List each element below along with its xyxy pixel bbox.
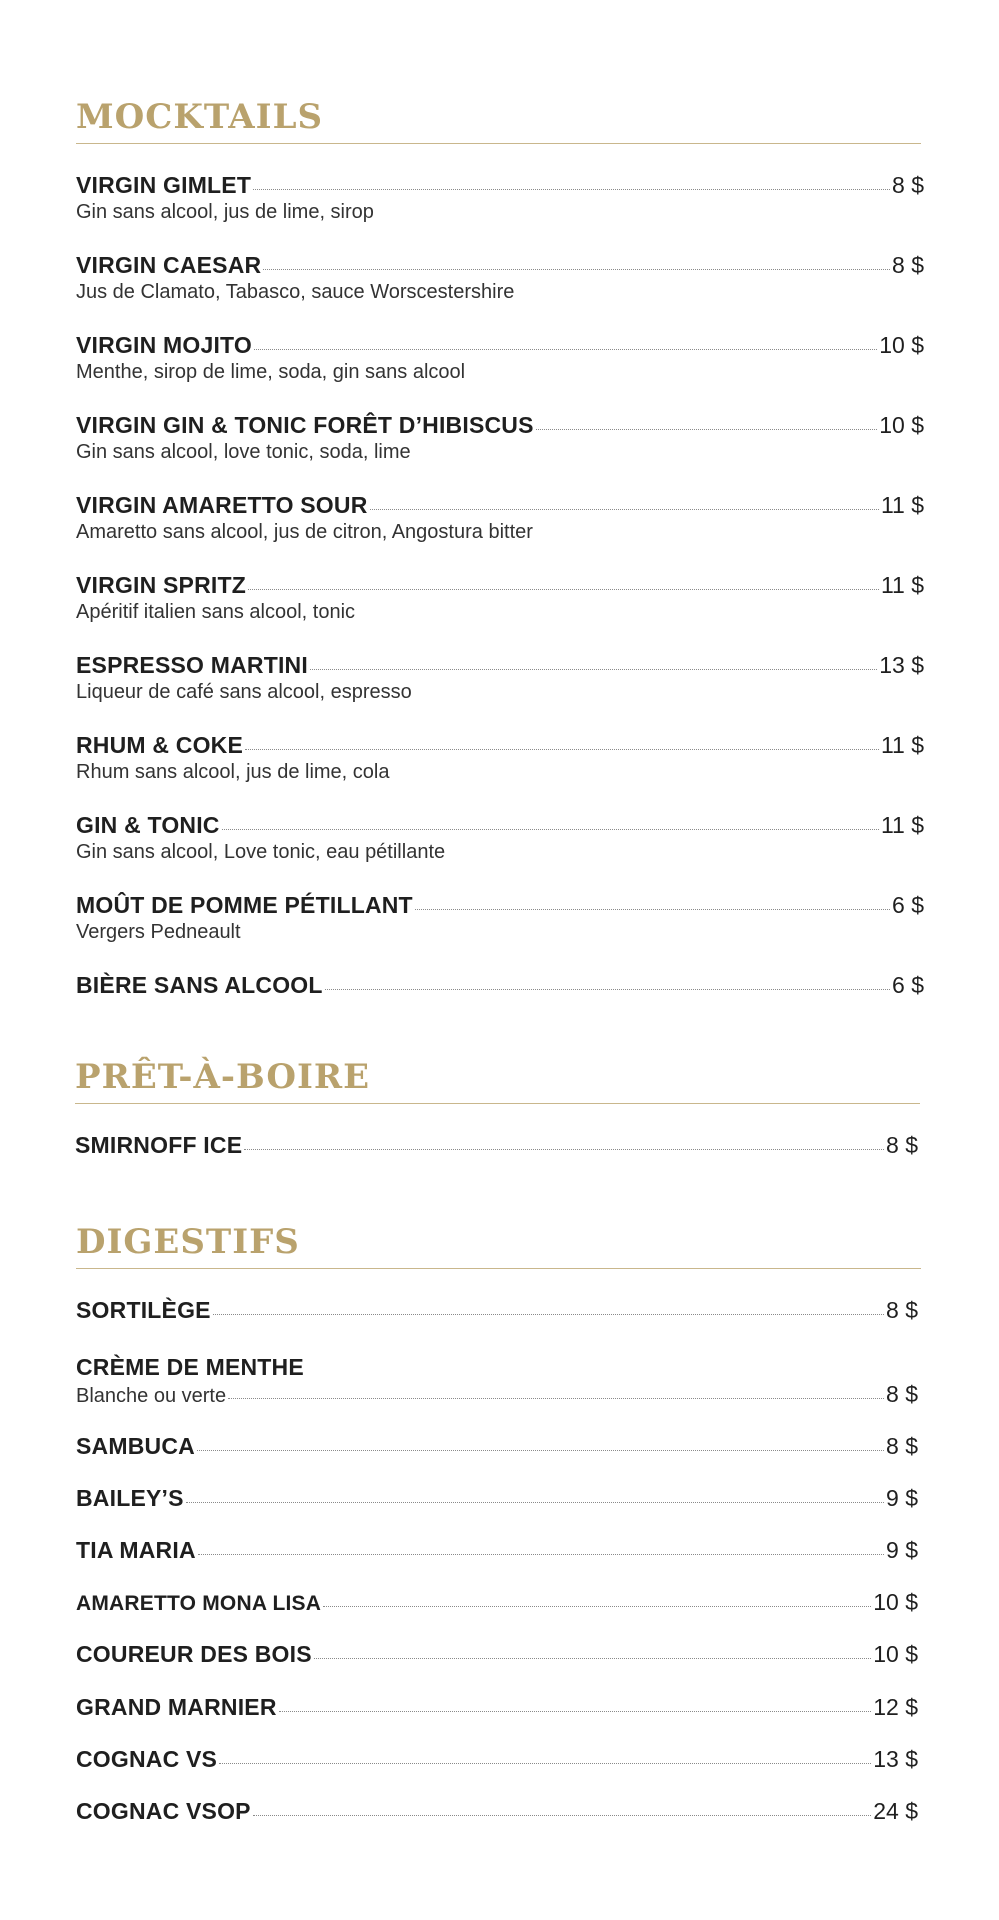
menu-item-virgin-spritz bbox=[76, 572, 924, 624]
item-price: 10 $ bbox=[873, 1589, 918, 1615]
item-price: 8 $ bbox=[886, 1132, 918, 1158]
item-price: 10 $ bbox=[879, 332, 924, 358]
section-mocktails-header bbox=[76, 97, 921, 144]
menu-item-biere-sans-alcool bbox=[76, 972, 924, 999]
item-price: 13 $ bbox=[873, 1746, 918, 1772]
item-description: Menthe, sirop de lime, soda, gin sans alcool bbox=[76, 361, 466, 383]
menu-item-virgin-mojito bbox=[76, 332, 924, 384]
item-description: Gin sans alcool, love tonic, soda, lime bbox=[76, 441, 411, 463]
item-description: Blanche ou verte bbox=[76, 1385, 227, 1407]
item-description: Liqueur de café sans alcool, espresso bbox=[76, 681, 412, 703]
leader-dots bbox=[279, 1711, 872, 1712]
item-price: 24 $ bbox=[873, 1798, 918, 1824]
menu-item-virgin-gin-tonic-hibiscus bbox=[76, 412, 924, 464]
item-price: 12 $ bbox=[873, 1694, 918, 1720]
leader-dots bbox=[263, 269, 890, 270]
leader-dots bbox=[245, 749, 879, 750]
item-name: VIRGIN GIMLET bbox=[76, 172, 252, 198]
leader-dots bbox=[536, 429, 878, 430]
menu-item-grand-marnier bbox=[76, 1694, 918, 1721]
item-price: 8 $ bbox=[886, 1433, 918, 1459]
item-name: RHUM & COKE bbox=[76, 732, 244, 758]
leader-dots bbox=[325, 989, 890, 990]
menu-item-amaretto-mona-lisa bbox=[76, 1589, 918, 1616]
item-description: Rhum sans alcool, jus de lime, cola bbox=[76, 761, 390, 783]
item-price: 8 $ bbox=[886, 1381, 918, 1407]
item-name: VIRGIN MOJITO bbox=[76, 332, 252, 358]
item-description: Jus de Clamato, Tabasco, sauce Worscestershire bbox=[76, 281, 515, 303]
menu-item-gin-tonic bbox=[76, 812, 924, 864]
leader-dots bbox=[222, 829, 879, 830]
item-name: SAMBUCA bbox=[76, 1433, 195, 1459]
leader-dots bbox=[254, 349, 877, 350]
item-name: VIRGIN SPRITZ bbox=[76, 572, 247, 598]
item-name: SORTILÈGE bbox=[76, 1297, 211, 1323]
item-name: MOÛT DE POMME PÉTILLANT bbox=[76, 892, 413, 918]
leader-dots bbox=[323, 1606, 871, 1607]
section-title-pret-a-boire: PRÊT-À-BOIRE bbox=[75, 1060, 920, 1104]
item-name: COUREUR DES BOIS bbox=[76, 1641, 312, 1667]
item-name: AMARETTO MONA LISA bbox=[76, 1592, 322, 1615]
item-price: 11 $ bbox=[880, 492, 924, 518]
item-price: 6 $ bbox=[892, 892, 924, 918]
item-name: COGNAC VSOP bbox=[76, 1798, 251, 1824]
leader-dots bbox=[213, 1314, 884, 1315]
leader-dots bbox=[248, 589, 879, 590]
leader-dots bbox=[253, 189, 890, 190]
item-price: 6 $ bbox=[892, 972, 924, 998]
menu-item-tia-maria bbox=[76, 1537, 918, 1564]
menu-item-cognac-vsop bbox=[76, 1798, 918, 1825]
item-price: 10 $ bbox=[873, 1641, 918, 1667]
item-description: Gin sans alcool, Love tonic, eau pétillante bbox=[76, 841, 446, 863]
item-name: VIRGIN AMARETTO SOUR bbox=[76, 492, 368, 518]
item-name: ESPRESSO MARTINI bbox=[76, 652, 308, 678]
item-name: GRAND MARNIER bbox=[76, 1694, 277, 1720]
item-price: 11 $ bbox=[880, 572, 924, 598]
section-title-digestifs: DIGESTIFS bbox=[76, 1225, 921, 1269]
leader-dots bbox=[198, 1554, 884, 1555]
leader-dots bbox=[314, 1658, 871, 1659]
item-name: VIRGIN CAESAR bbox=[76, 252, 262, 278]
menu-item-virgin-caesar bbox=[76, 252, 924, 304]
menu-item-rhum-coke bbox=[76, 732, 924, 784]
item-name: TIA MARIA bbox=[76, 1537, 196, 1563]
leader-dots bbox=[415, 909, 890, 910]
menu-item-mout-de-pomme bbox=[76, 892, 924, 944]
item-name: VIRGIN GIN & TONIC FORÊT D’HIBISCUS bbox=[76, 412, 534, 438]
leader-dots bbox=[253, 1815, 872, 1816]
menu-item-virgin-amaretto-sour bbox=[76, 492, 924, 544]
item-price: 8 $ bbox=[886, 1297, 918, 1323]
item-price: 9 $ bbox=[886, 1537, 918, 1563]
item-price: 9 $ bbox=[886, 1485, 918, 1511]
item-price: 8 $ bbox=[892, 172, 924, 198]
item-name: CRÈME DE MENTHE bbox=[76, 1354, 304, 1380]
menu-item-baileys bbox=[76, 1485, 918, 1512]
menu-item-sambuca bbox=[76, 1433, 918, 1460]
menu-item-coureur-des-bois bbox=[76, 1641, 918, 1668]
menu-item-cognac-vs bbox=[76, 1746, 918, 1773]
item-description: Apéritif italien sans alcool, tonic bbox=[76, 601, 356, 623]
item-price: 8 $ bbox=[892, 252, 924, 278]
item-name: SMIRNOFF ICE bbox=[75, 1132, 243, 1158]
item-name: BAILEY’S bbox=[76, 1485, 184, 1511]
section-digestifs-header bbox=[76, 1222, 921, 1269]
item-name: BIÈRE SANS ALCOOL bbox=[76, 972, 323, 998]
leader-dots bbox=[219, 1763, 871, 1764]
item-description: Vergers Pedneault bbox=[76, 921, 241, 943]
leader-dots bbox=[370, 509, 879, 510]
leader-dots bbox=[310, 669, 877, 670]
menu-item-sortilege bbox=[76, 1297, 918, 1324]
section-title-mocktails: MOCKTAILS bbox=[76, 100, 921, 144]
item-price: 10 $ bbox=[879, 412, 924, 438]
leader-dots bbox=[228, 1398, 884, 1399]
item-name: GIN & TONIC bbox=[76, 812, 220, 838]
section-pret-a-boire-header bbox=[75, 1057, 920, 1104]
menu-item-smirnoff-ice bbox=[75, 1132, 918, 1159]
menu-item-espresso-martini bbox=[76, 652, 924, 704]
item-price: 11 $ bbox=[880, 812, 924, 838]
item-price: 11 $ bbox=[880, 732, 924, 758]
item-name: COGNAC VS bbox=[76, 1746, 218, 1772]
menu-item-creme-de-menthe bbox=[76, 1354, 918, 1408]
item-description: Gin sans alcool, jus de lime, sirop bbox=[76, 201, 374, 223]
item-price: 13 $ bbox=[879, 652, 924, 678]
leader-dots bbox=[244, 1149, 884, 1150]
item-description: Amaretto sans alcool, jus de citron, Angostura bitter bbox=[76, 521, 533, 543]
leader-dots bbox=[197, 1450, 884, 1451]
menu-item-virgin-gimlet bbox=[76, 172, 924, 224]
leader-dots bbox=[186, 1502, 884, 1503]
